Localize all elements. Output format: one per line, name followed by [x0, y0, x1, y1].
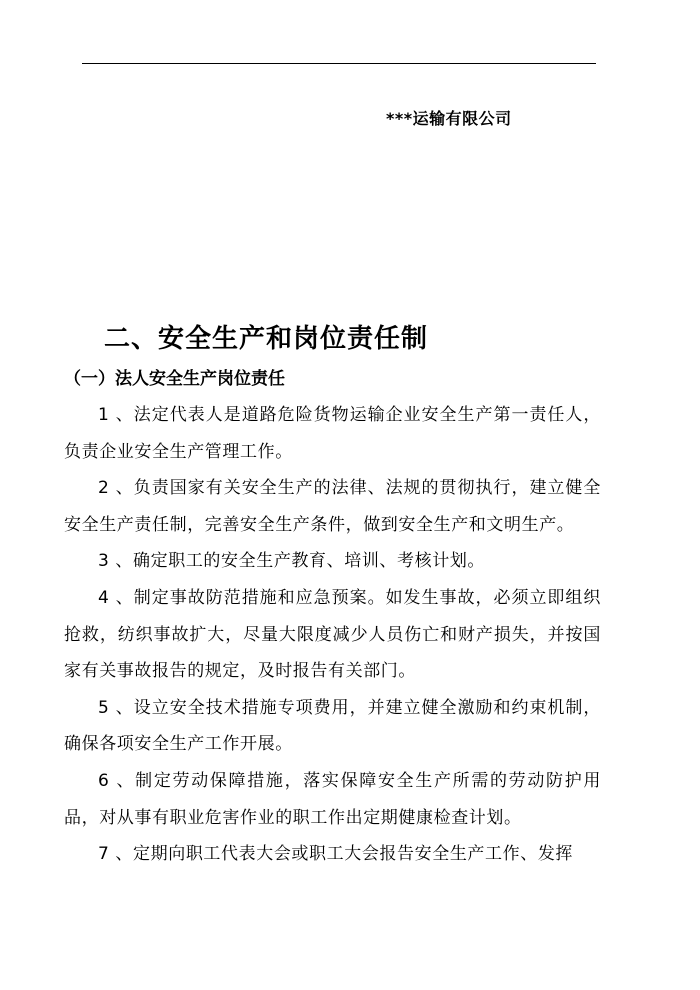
paragraph-5: 5 、设立安全技术措施专项费用，并建立健全激励和约束机制，确保各项安全生产工作开展。	[64, 697, 601, 755]
paragraph-3: 3 、确定职工的安全生产教育、培训、考核计划。	[98, 551, 486, 572]
paragraph-4: 4 、制定事故防范措施和应急预案。如发生事故，必须立即组织抢救，纺织事故扩大，尽量大限度减少人员伤亡和财产损失，并按国家有关事故报告的规定，及时报告有关部门。	[64, 587, 601, 682]
paragraph-1: 1 、法定代表人是道路危险货物运输企业安全生产第一责任人，负责企业安全生产管理工作。	[64, 405, 601, 462]
paragraph-7: 7 、定期向职工代表大会或职工大会报告安全生产工作、发挥	[98, 844, 574, 865]
subsection-title: （一）法人安全生产岗位责任	[64, 369, 285, 389]
paragraph-2: 2 、负责国家有关安全生产的法律、法规的贯彻执行，建立健全安全生产责任制，完善安全生产条件，做到安全生产和文明生产。	[64, 478, 601, 535]
header-rule	[82, 63, 596, 64]
body-text	[64, 397, 601, 873]
paragraph-6: 6 、制定劳动保障措施，落实保障安全生产所需的劳动防护用品，对从事有职业危害作业的职工作出定期健康检查计划。	[64, 770, 601, 828]
company-name: ***运输有限公司	[386, 109, 512, 128]
section-title: 二、安全生产和岗位责任制	[104, 324, 429, 354]
